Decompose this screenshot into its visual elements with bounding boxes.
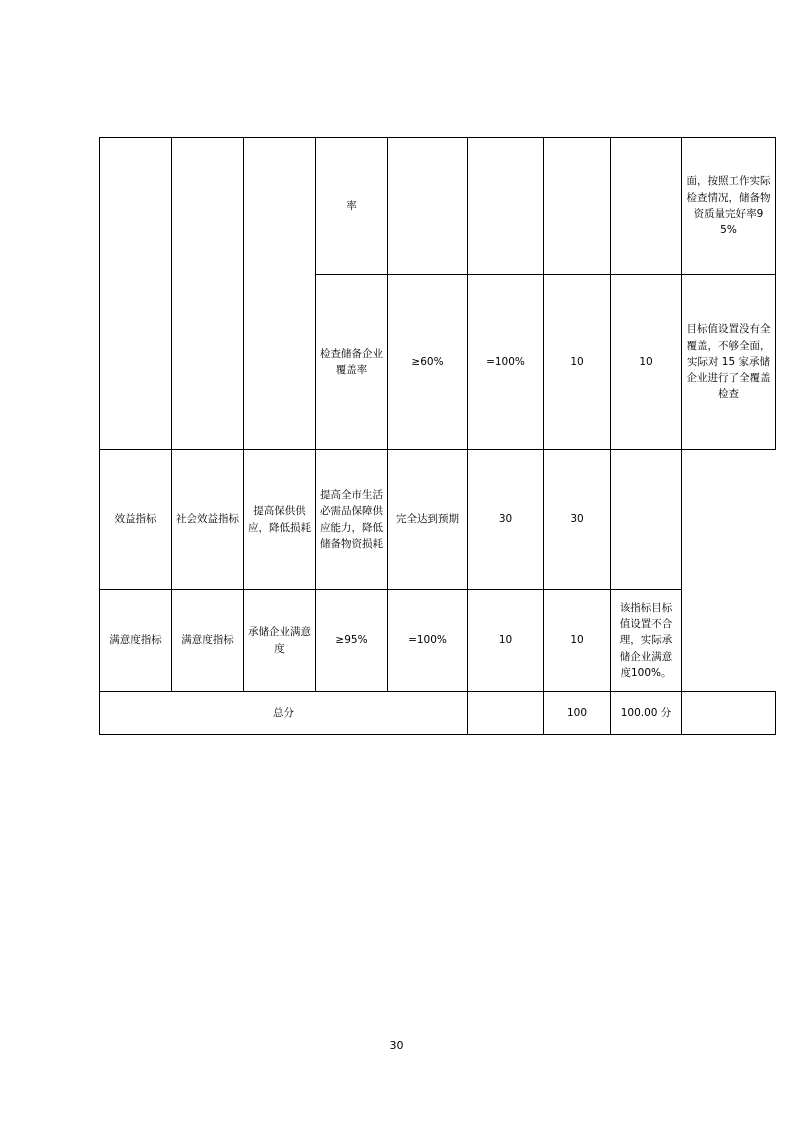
score-obtained-cell: 10 bbox=[611, 275, 682, 450]
actual-value-cell: =100% bbox=[468, 275, 544, 450]
level3-indicator-cell bbox=[244, 138, 316, 450]
score-weight-cell: 30 bbox=[544, 450, 611, 590]
level3-indicator-cell: 提高保供供应，降低损耗 bbox=[244, 450, 316, 590]
remarks-cell: 目标值设置没有全覆盖，不够全面，实际对 15 家承储企业进行了全覆盖检查 bbox=[682, 275, 776, 450]
actual-value-cell: 30 bbox=[468, 450, 544, 590]
table-row bbox=[100, 450, 776, 590]
total-blank-cell bbox=[468, 692, 544, 735]
actual-value-cell: =100% bbox=[388, 590, 468, 692]
page-number: 30 bbox=[389, 1039, 404, 1052]
score-weight-cell: 10 bbox=[468, 590, 544, 692]
level1-indicator-cell bbox=[100, 138, 172, 450]
remarks-cell: 面，按照工作实际检查情况，储备物资质量完好率95% bbox=[682, 138, 776, 275]
level2-indicator-cell: 满意度指标 bbox=[172, 590, 244, 692]
score-weight-cell: 10 bbox=[544, 275, 611, 450]
indicator-name-cell: 率 bbox=[316, 138, 388, 275]
target-value-cell: 完全达到预期 bbox=[388, 450, 468, 590]
score-obtained-cell: 10 bbox=[544, 590, 611, 692]
target-value-cell: ≥60% bbox=[388, 275, 468, 450]
score-obtained-cell bbox=[611, 138, 682, 275]
remarks-cell: 该指标目标值设置不合理，实际承储企业满意度100%。 bbox=[611, 590, 682, 692]
level1-indicator-cell: 满意度指标 bbox=[100, 590, 172, 692]
total-remarks-cell bbox=[682, 692, 776, 735]
table-row bbox=[100, 590, 776, 692]
total-label-cell: 总分 bbox=[100, 692, 468, 735]
total-score-cell: 100.00 分 bbox=[611, 692, 682, 735]
table-row-total bbox=[100, 692, 776, 735]
performance-score-table-wrapper bbox=[99, 137, 771, 735]
performance-score-table bbox=[99, 137, 776, 735]
indicator-detail-cell: 提高全市生活必需品保障供应能力，降低储备物资损耗 bbox=[316, 450, 388, 590]
level1-indicator-cell: 效益指标 bbox=[100, 450, 172, 590]
level2-indicator-cell bbox=[172, 138, 244, 450]
level2-indicator-cell: 社会效益指标 bbox=[172, 450, 244, 590]
total-weight-cell: 100 bbox=[544, 692, 611, 735]
target-value-cell bbox=[388, 138, 468, 275]
table-row bbox=[100, 138, 776, 275]
remarks-cell bbox=[611, 450, 682, 590]
score-weight-cell bbox=[544, 138, 611, 275]
indicator-name-cell: 承储企业满意度 bbox=[244, 590, 316, 692]
actual-value-cell bbox=[468, 138, 544, 275]
indicator-name-cell: 检查储备企业覆盖率 bbox=[316, 275, 388, 450]
target-value-cell: ≥95% bbox=[316, 590, 388, 692]
